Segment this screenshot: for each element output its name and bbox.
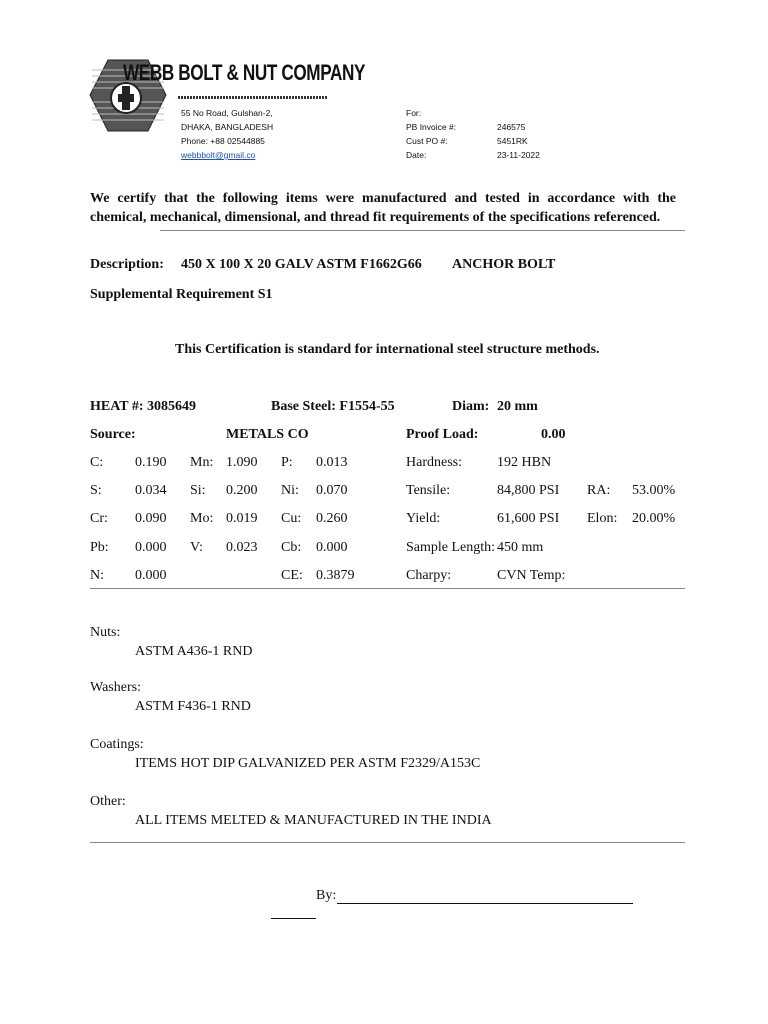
mech-label: Yield: (406, 511, 441, 526)
chem-value: 0.019 (226, 511, 258, 526)
other-value: ALL ITEMS MELTED & MANUFACTURED IN THE INDIA (135, 813, 492, 828)
date-value: 23-11-2022 (497, 150, 540, 160)
invoice-label: PB Invoice #: (406, 122, 457, 132)
signature-by-label: By: (316, 888, 337, 903)
chem-value: 0.034 (135, 483, 167, 498)
chem-value: 1.090 (226, 455, 258, 470)
heat-number: HEAT #: 3085649 (90, 399, 197, 414)
mech-value-2: 20.00% (632, 511, 676, 526)
mech-label-2: RA: (587, 483, 611, 498)
chem-label: Si: (190, 483, 206, 498)
date-label: Date: (406, 150, 427, 160)
for-label: For: (406, 108, 422, 118)
certify-divider (160, 230, 685, 231)
chem-value: 0.200 (226, 483, 258, 498)
email-link[interactable]: webbbolt@gmail.co (181, 150, 256, 160)
washers-value: ASTM F436-1 RND (135, 699, 251, 714)
mech-label-2: Elon: (587, 511, 618, 526)
phone-number: Phone: +88 02544885 (181, 136, 265, 146)
chem-label: S: (90, 483, 102, 498)
chem-value: 0.3879 (316, 568, 355, 583)
table-divider (90, 588, 685, 589)
chem-value: 0.000 (316, 540, 348, 555)
coatings-value: ITEMS HOT DIP GALVANIZED PER ASTM F2329/A153C (135, 756, 481, 771)
washers-label: Washers: (90, 680, 141, 695)
chem-value: 0.000 (135, 568, 167, 583)
mech-value: 192 HBN (497, 455, 552, 470)
chem-label: Mo: (190, 511, 214, 526)
supplemental-requirement: Supplemental Requirement S1 (90, 287, 273, 302)
certify-statement: We certify that the following items were manufactured and tested in accordance with the chemical, mechanical, dimensional, and thread fit requirements of the specifications referenced. (90, 191, 676, 225)
chem-label: Cu: (281, 511, 302, 526)
company-name-logo: WEBB BOLT & NUT COMPANY (123, 60, 366, 85)
mech-value: 450 mm (497, 540, 544, 555)
mech-value-2: 53.00% (632, 483, 676, 498)
chem-label: C: (90, 455, 104, 470)
mech-label: Charpy: (406, 568, 452, 583)
description-value: 450 X 100 X 20 GALV ASTM F1662G66 (181, 257, 422, 272)
address-line-1: 55 No Road, Gulshan-2, (181, 108, 273, 118)
diam-label: Diam: (452, 399, 490, 414)
chem-label: Mn: (190, 455, 214, 470)
description-type: ANCHOR BOLT (452, 257, 556, 272)
mech-label: Sample Length: (406, 540, 496, 555)
chem-label: CE: (281, 568, 303, 583)
signature-line[interactable] (337, 903, 633, 904)
proof-load-label: Proof Load: (406, 427, 479, 442)
base-steel: Base Steel: F1554-55 (271, 399, 395, 414)
mech-label: Tensile: (406, 483, 451, 498)
chem-label: Cb: (281, 540, 302, 555)
mech-value: CVN Temp: (497, 568, 566, 583)
coatings-label: Coatings: (90, 737, 144, 752)
mech-value: 84,800 PSI (497, 483, 560, 498)
chem-label: V: (190, 540, 203, 555)
chem-value: 0.013 (316, 455, 348, 470)
po-label: Cust PO #: (406, 136, 448, 146)
po-value: 5451RK (497, 136, 528, 146)
chem-label: P: (281, 455, 293, 470)
chem-value: 0.190 (135, 455, 167, 470)
source-value: METALS CO (226, 427, 309, 442)
chem-value: 0.023 (226, 540, 258, 555)
standard-note: This Certification is standard for international steel structure methods. (175, 342, 600, 357)
chem-label: N: (90, 568, 104, 583)
diam-value: 20 mm (497, 399, 538, 414)
logo-underline (178, 96, 328, 99)
address-line-2: DHAKA, BANGLADESH (181, 122, 274, 132)
invoice-value: 246575 (497, 122, 526, 132)
other-label: Other: (90, 794, 126, 809)
mech-label: Hardness: (406, 455, 462, 470)
nuts-value: ASTM A436-1 RND (135, 644, 253, 659)
chem-value: 0.260 (316, 511, 348, 526)
chem-label: Pb: (90, 540, 109, 555)
nuts-label: Nuts: (90, 625, 121, 640)
chem-value: 0.070 (316, 483, 348, 498)
proof-load-value: 0.00 (541, 427, 566, 442)
chem-value: 0.090 (135, 511, 167, 526)
signature-line-short (271, 918, 316, 919)
chem-label: Ni: (281, 483, 299, 498)
components-divider (90, 842, 685, 843)
mech-value: 61,600 PSI (497, 511, 560, 526)
chem-value: 0.000 (135, 540, 167, 555)
description-label: Description: (90, 257, 164, 272)
source-label: Source: (90, 427, 136, 442)
chem-label: Cr: (90, 511, 108, 526)
